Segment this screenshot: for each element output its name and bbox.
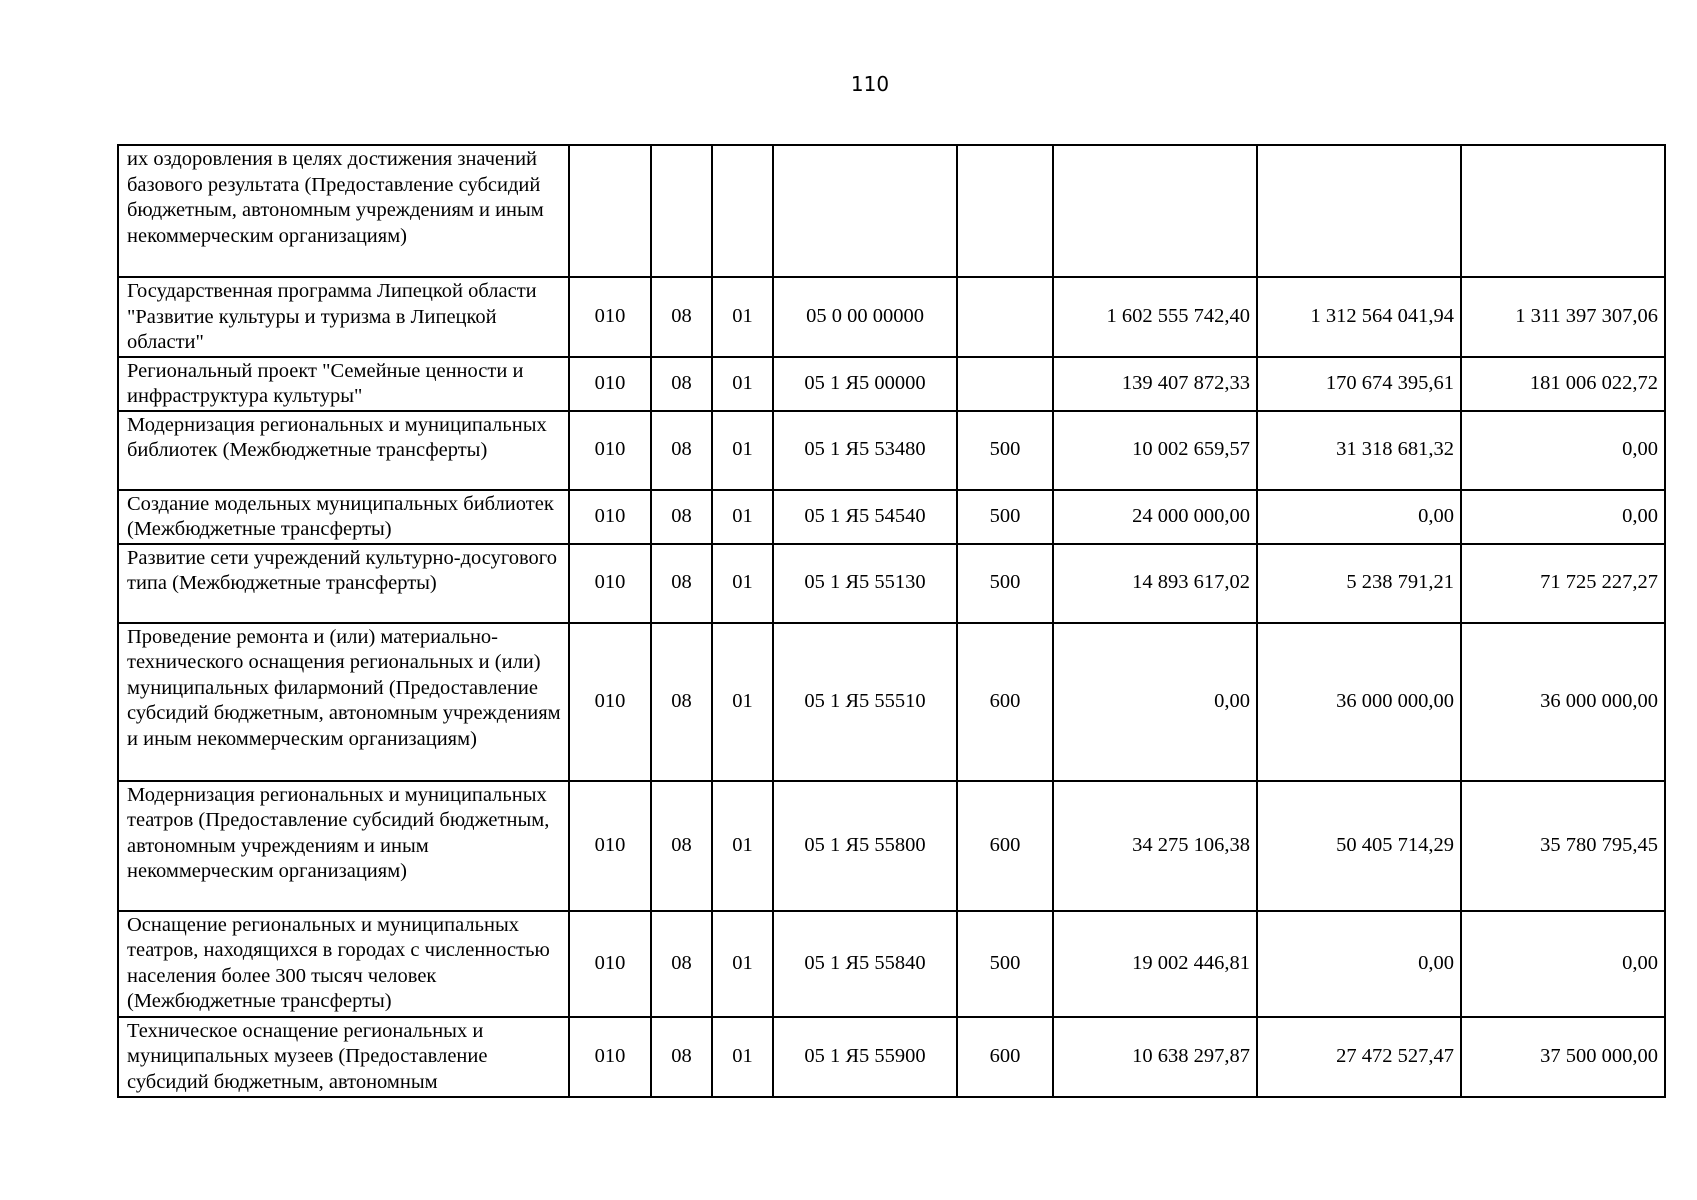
page-number: 110: [850, 72, 890, 96]
row-amount-1: 24 000 000,00: [1053, 490, 1257, 544]
row-description: Создание модельных муниципальных библиотек (Межбюджетные трансферты): [118, 490, 569, 544]
row-amount-1: 34 275 106,38: [1053, 781, 1257, 911]
row-expense-type-code: [957, 357, 1053, 411]
row-expense-type-code: 500: [957, 544, 1053, 623]
table-row: [118, 623, 1665, 781]
row-section-code: 08: [651, 411, 712, 490]
row-subsection-code: [712, 145, 773, 277]
row-department-code: 010: [569, 911, 651, 1017]
row-amount-3: 1 311 397 307,06: [1461, 277, 1665, 357]
row-amount-2: 27 472 527,47: [1257, 1017, 1461, 1097]
row-section-code: 08: [651, 490, 712, 544]
row-target-article-code: 05 1 Я5 54540: [773, 490, 957, 544]
row-department-code: 010: [569, 277, 651, 357]
row-section-code: [651, 145, 712, 277]
row-expense-type-code: [957, 145, 1053, 277]
row-target-article-code: 05 1 Я5 55800: [773, 781, 957, 911]
row-subsection-code: 01: [712, 911, 773, 1017]
row-target-article-code: 05 1 Я5 55900: [773, 1017, 957, 1097]
row-amount-1: [1053, 145, 1257, 277]
row-department-code: 010: [569, 490, 651, 544]
row-amount-3: 36 000 000,00: [1461, 623, 1665, 781]
row-department-code: 010: [569, 357, 651, 411]
row-expense-type-code: 500: [957, 911, 1053, 1017]
budget-table: [117, 144, 1666, 1098]
table-row: [118, 411, 1665, 490]
row-subsection-code: 01: [712, 781, 773, 911]
table-row: [118, 781, 1665, 911]
row-section-code: 08: [651, 277, 712, 357]
row-description: Развитие сети учреждений культурно-досугового типа (Межбюджетные трансферты): [118, 544, 569, 623]
row-expense-type-code: 600: [957, 781, 1053, 911]
row-section-code: 08: [651, 357, 712, 411]
row-amount-2: 31 318 681,32: [1257, 411, 1461, 490]
row-section-code: 08: [651, 911, 712, 1017]
row-subsection-code: 01: [712, 277, 773, 357]
row-amount-2: 0,00: [1257, 490, 1461, 544]
row-amount-3: 0,00: [1461, 490, 1665, 544]
row-amount-3: 0,00: [1461, 411, 1665, 490]
row-amount-3: [1461, 145, 1665, 277]
row-department-code: [569, 145, 651, 277]
row-section-code: 08: [651, 1017, 712, 1097]
row-amount-1: 19 002 446,81: [1053, 911, 1257, 1017]
table-row: [118, 911, 1665, 1017]
row-target-article-code: 05 1 Я5 55840: [773, 911, 957, 1017]
row-amount-2: 0,00: [1257, 911, 1461, 1017]
row-subsection-code: 01: [712, 544, 773, 623]
row-description: Оснащение региональных и муниципальных театров, находящихся в городах с численностью населения более 300 тысяч человек (Межбюджетные трансферты): [118, 911, 569, 1017]
row-description: Техническое оснащение региональных и муниципальных музеев (Предоставление субсидий бюджетным, автономным: [118, 1017, 569, 1097]
row-subsection-code: 01: [712, 490, 773, 544]
row-department-code: 010: [569, 411, 651, 490]
row-amount-3: 37 500 000,00: [1461, 1017, 1665, 1097]
row-amount-2: 50 405 714,29: [1257, 781, 1461, 911]
row-description: Государственная программа Липецкой области "Развитие культуры и туризма в Липецкой области": [118, 277, 569, 357]
row-amount-2: 170 674 395,61: [1257, 357, 1461, 411]
table-row: [118, 277, 1665, 357]
row-target-article-code: 05 1 Я5 55130: [773, 544, 957, 623]
row-target-article-code: 05 1 Я5 00000: [773, 357, 957, 411]
row-amount-1: 14 893 617,02: [1053, 544, 1257, 623]
row-expense-type-code: 500: [957, 411, 1053, 490]
row-amount-1: 10 638 297,87: [1053, 1017, 1257, 1097]
table-row: [118, 544, 1665, 623]
row-description: Модернизация региональных и муниципальных театров (Предоставление субсидий бюджетным, автономным учреждениям и иным некоммерческим организациям): [118, 781, 569, 911]
table-row: [118, 357, 1665, 411]
row-department-code: 010: [569, 623, 651, 781]
row-subsection-code: 01: [712, 623, 773, 781]
row-amount-1: 0,00: [1053, 623, 1257, 781]
table-row: [118, 1017, 1665, 1097]
row-target-article-code: 05 0 00 00000: [773, 277, 957, 357]
row-target-article-code: 05 1 Я5 53480: [773, 411, 957, 490]
row-target-article-code: [773, 145, 957, 277]
row-expense-type-code: 600: [957, 623, 1053, 781]
row-section-code: 08: [651, 544, 712, 623]
row-description: Региональный проект "Семейные ценности и инфраструктура культуры": [118, 357, 569, 411]
row-department-code: 010: [569, 1017, 651, 1097]
row-section-code: 08: [651, 623, 712, 781]
row-department-code: 010: [569, 544, 651, 623]
table-row: [118, 145, 1665, 277]
row-expense-type-code: 600: [957, 1017, 1053, 1097]
row-subsection-code: 01: [712, 411, 773, 490]
row-amount-2: 5 238 791,21: [1257, 544, 1461, 623]
row-description: Модернизация региональных и муниципальных библиотек (Межбюджетные трансферты): [118, 411, 569, 490]
row-description: их оздоровления в целях достижения значений базового результата (Предоставление субсидий бюджетным, автономным учреждениям и иным некоммерческим организациям): [118, 145, 569, 277]
row-subsection-code: 01: [712, 1017, 773, 1097]
row-amount-2: [1257, 145, 1461, 277]
row-description: Проведение ремонта и (или) материально-технического оснащения региональных и (или) муниципальных филармоний (Предоставление субсидий бюджетным, автономным учреждениям и иным некоммерческим организациям): [118, 623, 569, 781]
budget-table-body: [118, 145, 1665, 1097]
table-row: [118, 490, 1665, 544]
row-amount-3: 0,00: [1461, 911, 1665, 1017]
row-department-code: 010: [569, 781, 651, 911]
row-expense-type-code: [957, 277, 1053, 357]
row-subsection-code: 01: [712, 357, 773, 411]
row-expense-type-code: 500: [957, 490, 1053, 544]
row-target-article-code: 05 1 Я5 55510: [773, 623, 957, 781]
row-amount-3: 71 725 227,27: [1461, 544, 1665, 623]
row-amount-1: 1 602 555 742,40: [1053, 277, 1257, 357]
row-amount-1: 139 407 872,33: [1053, 357, 1257, 411]
row-amount-3: 181 006 022,72: [1461, 357, 1665, 411]
row-amount-2: 1 312 564 041,94: [1257, 277, 1461, 357]
row-section-code: 08: [651, 781, 712, 911]
row-amount-2: 36 000 000,00: [1257, 623, 1461, 781]
row-amount-1: 10 002 659,57: [1053, 411, 1257, 490]
row-amount-3: 35 780 795,45: [1461, 781, 1665, 911]
